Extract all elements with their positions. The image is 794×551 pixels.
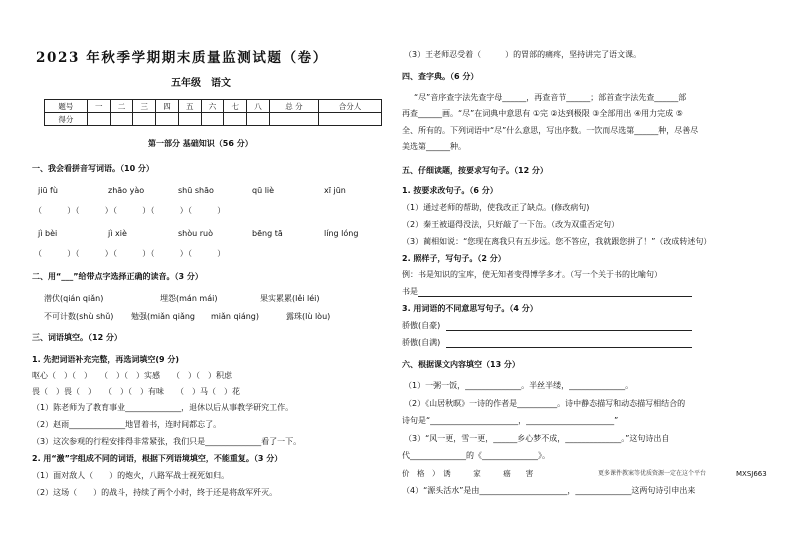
q2-item-1: 潜伏(qián qiǎn) xyxy=(44,294,104,303)
score-header-cell: 二 xyxy=(110,100,133,113)
score-table-header-row xyxy=(45,100,382,113)
q5-heading: 五、仔细读题，按要求写句子。（12 分） xyxy=(402,166,548,175)
score-input-cell[interactable] xyxy=(178,113,201,126)
q3-sentence-5: （2）这场（ ）的战斗，持续了两个小时，终于还是将敌军歼灭。 xyxy=(32,488,278,497)
score-input-cell[interactable] xyxy=(201,113,224,126)
score-table-score-row xyxy=(45,113,382,126)
q4-line-1: “尽”音序查字法先查字母______，再查音节______；部首查字法先查______部 xyxy=(414,93,687,102)
score-header-cell: 合分人 xyxy=(319,100,382,113)
q5-item-2: （2）秦王被逼得没法，只好敲了一下缶。（改为双重否定句） xyxy=(402,220,620,229)
score-input-cell[interactable] xyxy=(319,113,382,126)
answer-line-book[interactable] xyxy=(418,296,692,297)
q3-sentence-6: （3）王老师忍受着（ ）的胃部的痛疼，坚持讲完了语文课。 xyxy=(404,50,642,59)
score-header-cell: 六 xyxy=(201,100,224,113)
q3-heading: 三、词语填空。（12 分） xyxy=(32,333,122,342)
q4-line-3: 全、所有的。下列词语中“尽”什么意思，写出序数。一饮而尽选第______种，尽善尽 xyxy=(402,126,699,135)
q3-sentence-3: （3）这次参观的行程安排得非常紧张，我们只是______________看了一下。 xyxy=(32,437,302,446)
pinyin-word: jì bèi xyxy=(38,229,58,238)
score-row-label: 得分 xyxy=(45,113,88,126)
score-header-cell: 八 xyxy=(247,100,270,113)
score-input-cell[interactable] xyxy=(247,113,270,126)
score-header-cell: 三 xyxy=(133,100,156,113)
q6-fill-3: （3）“风一更，雪一更，______乡心梦不成，______________。”这句诗出自 xyxy=(404,434,670,443)
q4-line-4: 美选第______种。 xyxy=(402,142,466,151)
footer-garbled-text: 价 格 ） 诱 家 癌 害 xyxy=(402,469,534,478)
q3-sub1: 1. 先把词语补充完整，再选词填空(9 分) xyxy=(32,355,180,364)
q3-sub2: 2. 用“激”字组成不同的词语，根据下列语境填空，不能重复。（3 分） xyxy=(32,454,283,463)
exam-subtitle: 五年级 语文 xyxy=(171,78,231,89)
q2-item-3: 果实累累(lěi léi) xyxy=(260,294,320,303)
answer-line-jiao-2[interactable] xyxy=(446,347,692,348)
q5-item-1: （1）通过老师的帮助，使我改正了缺点。(修改病句) xyxy=(402,203,590,212)
right-column xyxy=(402,0,768,551)
q5-example: 例：书是知识的宝库，使无知者变得博学多才。（写一个关于书的比喻句） xyxy=(402,270,662,279)
q6-heading: 六、根据课文内容填空（13 分） xyxy=(402,360,520,369)
score-input-cell[interactable] xyxy=(133,113,156,126)
q3-words-row2: 畏（ ）畏（ ） （ ）（ ）有味 （ ）马（ ）花 xyxy=(32,387,240,396)
answer-line-jiao-1[interactable] xyxy=(446,330,692,331)
score-input-cell[interactable] xyxy=(110,113,133,126)
q5-sub2: 2. 照样子，写句子。（2 分） xyxy=(402,254,506,263)
left-column xyxy=(30,0,388,551)
pinyin-word: zhāo yào xyxy=(108,186,145,195)
score-input-cell[interactable] xyxy=(87,113,110,126)
q1-boxes-row2: （ ）（ ）（ ）（ ）（ ） xyxy=(34,249,226,258)
q3-sentence-2: （2）赵雨______________地冒着书，连时间都忘了。 xyxy=(32,420,222,429)
q6-fill-3b: 代______________的《______________》。 xyxy=(402,451,550,460)
q1-heading: 一、我会看拼音写词语。（10 分） xyxy=(32,164,154,173)
pinyin-word: shòu ruò xyxy=(178,229,213,238)
score-input-cell[interactable] xyxy=(224,113,247,126)
q5-sub3: 3. 用词语的不同意思写句子。（4 分） xyxy=(402,304,538,313)
q2-item-4: 不可计数(shù shǔ) xyxy=(44,312,114,321)
q1-pinyin-row2 xyxy=(30,229,388,239)
q3-sentence-4: （1）面对敌人（ ）的炮火，八路军战士视死如归。 xyxy=(32,471,230,480)
score-input-cell[interactable] xyxy=(269,113,318,126)
score-header-cell: 四 xyxy=(156,100,179,113)
q2-item-6: 露珠(lù lòu) xyxy=(286,312,331,321)
score-header-cell: 一 xyxy=(87,100,110,113)
score-header-cell: 题号 xyxy=(45,100,88,113)
q5-item-3: （3）蔺相如说：“您现在离我只有五步远。您不答应，我就跟您拼了！”（改成转述句） xyxy=(402,237,712,246)
q3-sentence-1: （1）陈老师为了教育事业______________，退休以后从事教学研究工作。 xyxy=(32,403,294,412)
part1-title: 第一部分 基础知识（56 分） xyxy=(148,139,253,148)
q6-fill-1: （1）一粥一饭，______________。半丝半缕，______________。 xyxy=(404,381,634,390)
q6-fill-4: （4）“源头活水”是由______________________，______________这两句诗引申出来 xyxy=(402,486,696,495)
q5-sub1: 1. 按要求改句子。（6 分） xyxy=(402,186,498,195)
q4-heading: 四、查字典。（6 分） xyxy=(402,72,479,81)
q3-words-row1: 呕心（ ）（ ） （ ）（ ）实感 （ ）（ ）积虑 xyxy=(32,371,232,380)
pinyin-word: bēng tā xyxy=(252,229,283,238)
q6-fill-2b: 诗句是“______________________，______________________” xyxy=(402,416,619,425)
pinyin-word: jì xiè xyxy=(108,229,127,238)
score-table xyxy=(44,99,382,126)
q1-pinyin-row1 xyxy=(30,186,388,196)
pinyin-word: shū shāo xyxy=(178,186,214,195)
q5-jiao-2: 骄傲(自满) xyxy=(402,338,441,347)
q6-fill-2: （2）《山居秋暝》一诗的作者是__________。诗中静态描写和动态描写相结合的 xyxy=(404,399,686,408)
pinyin-word: jiū fù xyxy=(38,186,58,195)
score-header-cell: 总 分 xyxy=(269,100,318,113)
pinyin-word: qū liè xyxy=(252,186,275,195)
score-input-cell[interactable] xyxy=(156,113,179,126)
q1-boxes-row1: （ ）（ ）（ ）（ ）（ ） xyxy=(34,206,226,215)
q4-line-2: 再查______画。“尽”在词典中意思有 ①完 ②达到极限 ③全部用出 ④用力完成 ⑤ xyxy=(402,109,683,118)
footer-code: MXSJ663 xyxy=(736,470,767,478)
q5-jiao-1: 骄傲(自豪) xyxy=(402,321,441,330)
score-header-cell: 七 xyxy=(224,100,247,113)
q2-item-2: 埋怨(mán mái) xyxy=(160,294,218,303)
watermark-note: 更多课件教案等优质资源一定在这个平台 xyxy=(598,470,707,477)
pinyin-word: xī jūn xyxy=(324,186,346,195)
q2-item-5: 勉强(miǎn qiǎng miǎn qiáng) xyxy=(131,312,260,321)
q2-heading: 二、用“___”给带点字选择正确的读音。（3 分） xyxy=(32,272,203,281)
pinyin-word: líng lóng xyxy=(324,229,359,238)
score-header-cell: 五 xyxy=(178,100,201,113)
exam-title: 2023 年秋季学期期末质量监测试题（卷） xyxy=(36,50,328,66)
q5-book-prefix: 书是 xyxy=(402,287,418,296)
